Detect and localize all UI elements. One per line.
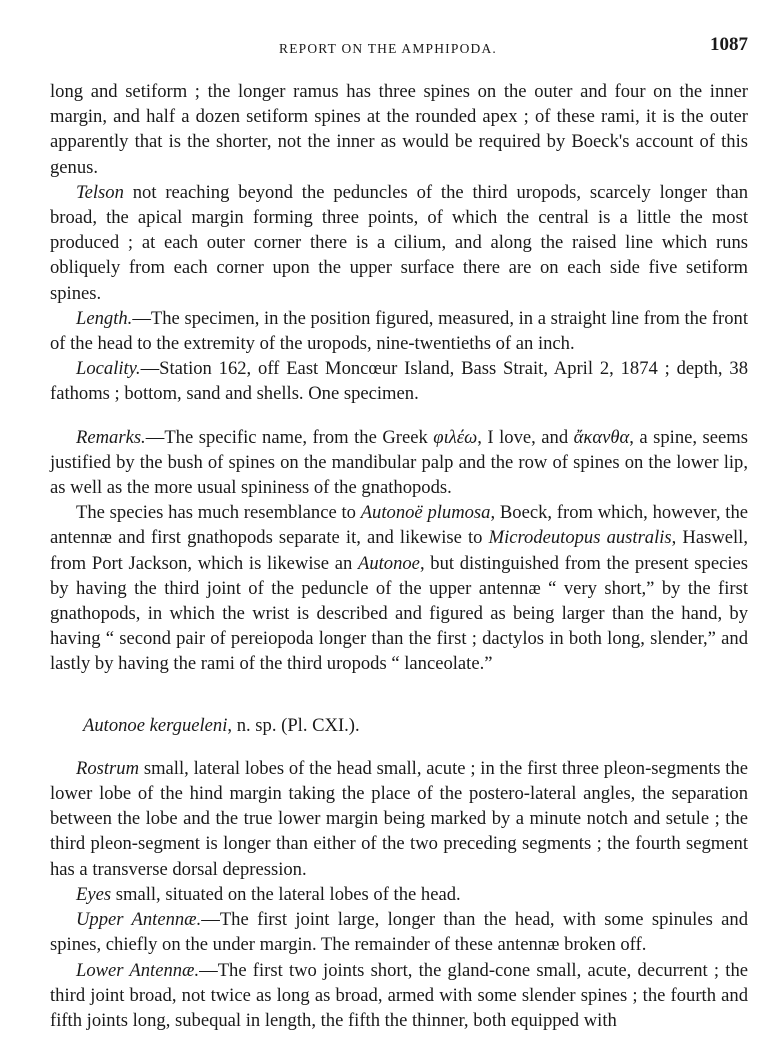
upper-antennae-label: Upper Antennæ. xyxy=(76,909,202,931)
section-gap xyxy=(50,407,748,425)
section-gap xyxy=(50,738,748,756)
greek-word-akantha: ἄκανθα xyxy=(573,426,630,448)
section-gap xyxy=(50,677,748,713)
species-autonoe-plumosa: Autonoë plumosa xyxy=(360,502,491,524)
eyes-label: Eyes xyxy=(76,883,112,905)
species-microdeutopus-australis: Microdeutopus australis xyxy=(488,527,672,549)
telson-label: Telson xyxy=(76,181,124,203)
species-heading: Autonoe kergueleni, n. sp. (Pl. CXI.). xyxy=(83,714,360,736)
species-name: Autonoe kergueleni xyxy=(83,714,228,736)
lower-antennae-paragraph: Lower Antennæ.—The first two joints short, the gland-cone small, acute, decurrent ; the third joint broad, not twice as long as broad, armed with some slender spines ; the fourth and fifth joints long, subequal in length, the fifth the thinner, both equipped with xyxy=(50,959,748,1031)
genus-autonoe: Autonoe xyxy=(357,552,420,574)
rostrum-label: Rostrum xyxy=(76,757,140,779)
greek-word-phileo: φιλέω xyxy=(433,426,478,448)
continuation-paragraph: long and setiform ; the longer ramus has three spines on the outer and four on the inner margin, and half a dozen setiform spines at the rounded apex ; of these rami, it is the outer apparently that is the shorter, not the inner as would be required by Boeck's account of this genus. xyxy=(50,81,748,178)
remarks-paragraph: Remarks.—The specific name, from the Greek φιλέω, I love, and ἄκανθα, a spine, seems justified by the bush of spines on the mandibular palp and the row of spines on the lower lip, as well as the more usual spininess of the gnathopods. xyxy=(50,426,748,499)
length-paragraph: Length.—The specimen, in the position figured, measured, in a straight line from the front of the head to the extremity of the uropods, nine-twentieths of an inch. xyxy=(50,307,748,355)
page-number: 1087 xyxy=(710,34,748,55)
eyes-paragraph: Eyes small, situated on the lateral lobes of the head. xyxy=(76,883,461,905)
upper-antennae-paragraph: Upper Antennæ.—The first joint large, longer than the head, with some spinules and spines, chiefly on the under margin. The remainder of these antennæ broken off. xyxy=(50,909,748,956)
lower-antennae-label: Lower Antennæ. xyxy=(76,959,200,981)
remarks-label: Remarks. xyxy=(76,426,146,448)
rostrum-paragraph: Rostrum small, lateral lobes of the head small, acute ; in the first three pleon-segments the lower lobe of the hind margin taking the place of the postero-lateral angles, the separation between the lobe and the true lower margin being marked by a minute notch and setule ; the third pleon-segment is longer than either of the two preceding segments ; the fourth segment has a transverse dorsal depression. xyxy=(50,757,748,880)
telson-paragraph: Telson not reaching beyond the peduncles of the third uropods, scarcely longer than broad, the apical margin forming three points, of which the central is a little the most produced ; at each outer corner there is a cilium, and along the raised line which runs obliquely from each corner upon the upper surface there are on each side five setiform spines. xyxy=(50,181,748,304)
locality-label: Locality. xyxy=(76,358,141,380)
resemblance-paragraph: The species has much resemblance to Autonoë plumosa, Boeck, from which, however, the antennæ and first gnathopods separate it, and likewise to Microdeutopus australis, Haswell, from Port Jackson, which is likewise an Autonoe, but distinguished from the present species by having the third joint of the peduncle of the upper antennæ “ very short,” by the first gnathopods, in which the wrist is described and figured as being larger than the hand, by having “ second pair of pereiopoda longer than the first ; dactylos in both long, slender,” and lastly by having the rami of the third uropods “ lanceolate.” xyxy=(50,502,748,675)
length-label: Length. xyxy=(76,307,133,329)
page-body xyxy=(50,79,748,1033)
locality-paragraph: Locality.—Station 162, off East Moncœur Island, Bass Strait, April 2, 1874 ; depth, 38 fathoms ; bottom, sand and shells. One specimen. xyxy=(50,358,748,405)
page-header xyxy=(0,16,776,56)
running-title: REPORT ON THE AMPHIPODA. xyxy=(278,41,498,56)
